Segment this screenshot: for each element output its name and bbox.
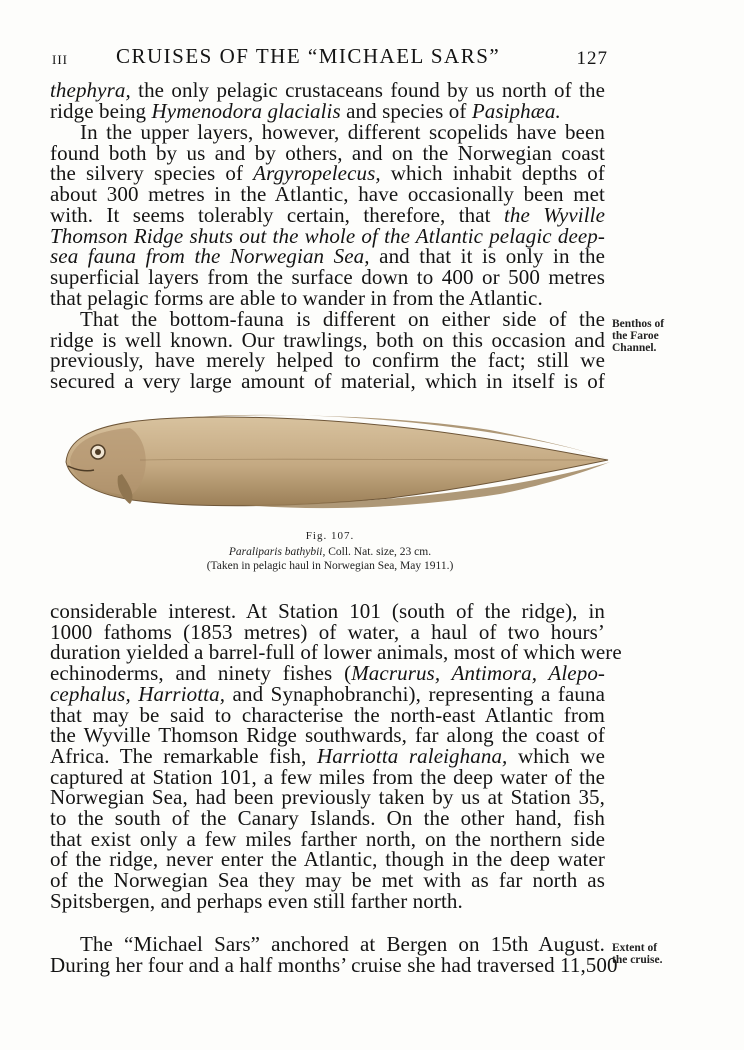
- text-line: duration yielded a barrel-full of lower animals, most of which were: [50, 640, 622, 665]
- paragraph-continuation: [50, 80, 605, 121]
- fish-body: [66, 417, 608, 506]
- text-line: that may be said to characterise the north-east Atlantic from: [50, 702, 605, 727]
- text-line: Spitsbergen, and perhaps even still farther north.: [50, 888, 463, 913]
- text-line: sea fauna from the Norwegian Sea, and that it is only in the: [50, 244, 606, 269]
- text-line: thephyra, the only pelagic crustaceans found by us north of the: [50, 78, 605, 102]
- text-line: Africa. The remarkable fish, Harriotta raleighana, which we: [50, 743, 605, 768]
- figure-number: Fig. 107.: [305, 530, 355, 542]
- text-line: with. It seems tolerably certain, therefore, that the Wyville: [50, 202, 605, 227]
- text-line: found both by us and by others, and on the Norwegian coast: [50, 140, 605, 165]
- text-line: echinoderms, and ninety fishes (Macrurus, Antimora, Alepo-: [50, 661, 606, 686]
- margin-note-line: the cruise.: [612, 954, 663, 966]
- page-number: 127: [576, 48, 608, 69]
- text-line: considerable interest. At Station 101 (south of the ridge), in: [50, 599, 605, 623]
- text-line: That the bottom-fauna is different on either side of the: [80, 307, 605, 331]
- text-line: Thomson Ridge shuts out the whole of the Atlantic pelagic deep-: [50, 223, 605, 248]
- text-line: The “Michael Sars” anchored at Bergen on 15th August.: [80, 932, 605, 956]
- paragraph-station-101: [50, 599, 622, 913]
- figure-note: (Taken in pelagic haul in Norwegian Sea, May 1911.): [206, 560, 454, 572]
- text-line: ridge is well known. Our trawlings, both on this occasion and: [50, 327, 605, 352]
- running-title: CRUISES OF THE “MICHAEL SARS”: [116, 44, 501, 68]
- text-line: 1000 fathoms (1853 metres) of water, a haul of two hours’: [50, 619, 605, 644]
- paragraph-scopelids: [50, 122, 605, 308]
- text-line: During her four and a half months’ cruise she had traversed 11,500: [50, 952, 618, 977]
- figure-species-line: Paraliparis bathybii, Coll. Nat. size, 23 cm.: [228, 546, 432, 558]
- text-line: that exist only a few miles farther north, on the northern side: [50, 826, 605, 851]
- margin-note-line: Extent of: [612, 942, 658, 954]
- text-line: cephalus, Harriotta, and Synaphobranchi), representing a fauna: [50, 681, 605, 706]
- margin-note-line: Channel.: [612, 342, 657, 354]
- margin-note-benthos: [612, 318, 676, 354]
- margin-note-line: the Faroe: [612, 330, 659, 342]
- text-line: that pelagic forms are able to wander in from the Atlantic.: [50, 285, 543, 310]
- text-line: secured a very large amount of material, which in itself is of: [50, 369, 605, 394]
- text-line: the silvery species of Argyropelecus, which inhabit depths of: [50, 161, 605, 186]
- paragraph-bottom-fauna: [50, 309, 605, 392]
- chapter-number: III: [52, 52, 68, 67]
- figure-caption: [110, 530, 550, 572]
- text-line: ridge being Hymenodora glacialis and species of Pasiphæa.: [50, 98, 561, 123]
- margin-note-line: Benthos of: [612, 318, 665, 330]
- margin-note-extent: [612, 942, 676, 966]
- fish-illustration: [60, 400, 620, 515]
- text-line: captured at Station 101, a few miles from the deep water of the: [50, 764, 605, 789]
- text-line: previously, have merely helped to confirm the fact; still we: [50, 348, 605, 373]
- text-line: Norwegian Sea, had been previously taken by us at Station 35,: [50, 785, 605, 810]
- text-line: the Wyville Thomson Ridge southwards, far along the coast of: [50, 723, 605, 748]
- text-line: about 300 metres in the Atlantic, have occasionally been met: [50, 182, 605, 207]
- text-line: superficial layers from the surface down to 400 or 500 metres: [50, 264, 605, 289]
- text-line: In the upper layers, however, different scopelids have been: [80, 120, 605, 144]
- running-header: [48, 44, 608, 74]
- text-line: to the south of the Canary Islands. On the other hand, fish: [50, 806, 605, 831]
- text-line: of the Norwegian Sea they may be met with as far north as: [50, 868, 605, 893]
- text-line: of the ridge, never enter the Atlantic, though in the deep water: [50, 847, 605, 872]
- paragraph-bergen: [50, 932, 618, 977]
